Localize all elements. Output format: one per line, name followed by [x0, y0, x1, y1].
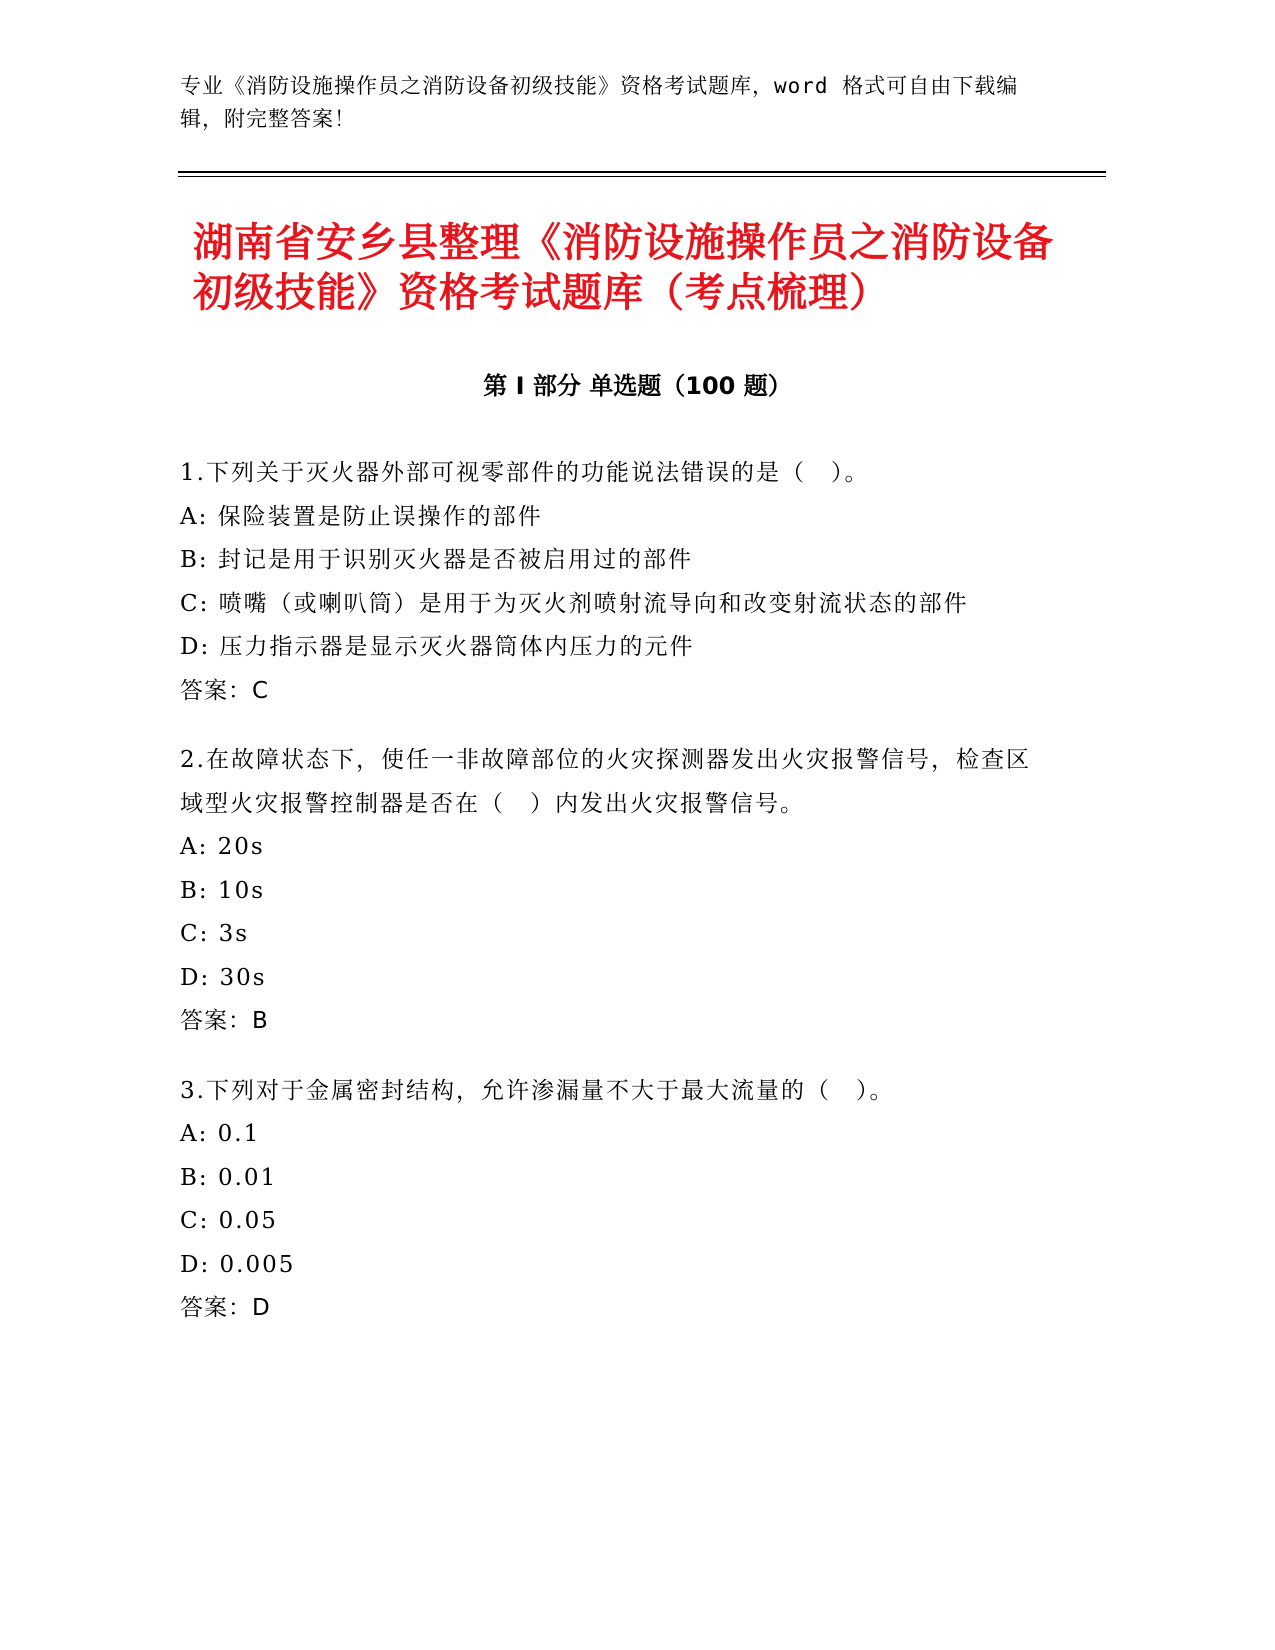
header-rule-thin [178, 176, 1106, 177]
option-a: A: 保险装置是防止误操作的部件 [180, 503, 543, 530]
question-stem: 1.下列关于灭火器外部可视零部件的功能说法错误的是（ ）。 [180, 460, 870, 486]
header-note: 专业《消防设施操作员之消防设备初级技能》资格考试题库，word 格式可自由下载编辑，附完整答案！ [180, 74, 1019, 131]
option-b: B: 封记是用于识别灭火器是否被启用过的部件 [180, 547, 693, 573]
section-heading: 第 I 部分 单选题（100 题） [483, 372, 792, 400]
question-2 [180, 739, 1040, 1044]
option-d: D: 压力指示器是显示灭火器筒体内压力的元件 [180, 634, 695, 660]
question-stem: 3.下列对于金属密封结构，允许渗漏量不大于最大流量的（ ）。 [180, 1077, 895, 1104]
answer-prefix: 答案： [180, 1008, 252, 1034]
answer-line [180, 1000, 1040, 1044]
option-b: B: 0.01 [180, 1164, 278, 1191]
answer-prefix: 答案： [180, 1295, 252, 1321]
option-b: B: 10s [180, 877, 266, 904]
document-title: 湖南省安乡县整理《消防设施操作员之消防设备初级技能》资格考试题库（考点梳理） [193, 220, 1054, 316]
option-a: A: 20s [180, 834, 265, 860]
question-list [180, 452, 1040, 1357]
question-stem: 2.在故障状态下，使任一非故障部位的火灾探测器发出火灾报警信号，检查区域型火灾报警控制器是否在（ ）内发出火灾报警信号。 [180, 747, 1031, 817]
question-1 [180, 452, 1040, 713]
option-c: C: 0.05 [180, 1208, 278, 1234]
answer-value: D [252, 1295, 271, 1321]
option-c: C: 3s [180, 921, 250, 947]
answer-prefix: 答案： [180, 677, 252, 704]
option-d: D: 30s [180, 964, 267, 991]
answer-value: C [252, 677, 270, 704]
option-c: C: 喷嘴（或喇叭筒）是用于为灭火剂喷射流导向和改变射流状态的部件 [180, 590, 969, 617]
answer-line [180, 670, 1040, 714]
question-3 [180, 1070, 1040, 1331]
option-d: D: 0.005 [180, 1251, 296, 1278]
option-a: A: 0.1 [180, 1121, 261, 1147]
answer-value: B [252, 1008, 269, 1034]
header-rule-thick [178, 171, 1106, 173]
answer-line [180, 1287, 1040, 1331]
